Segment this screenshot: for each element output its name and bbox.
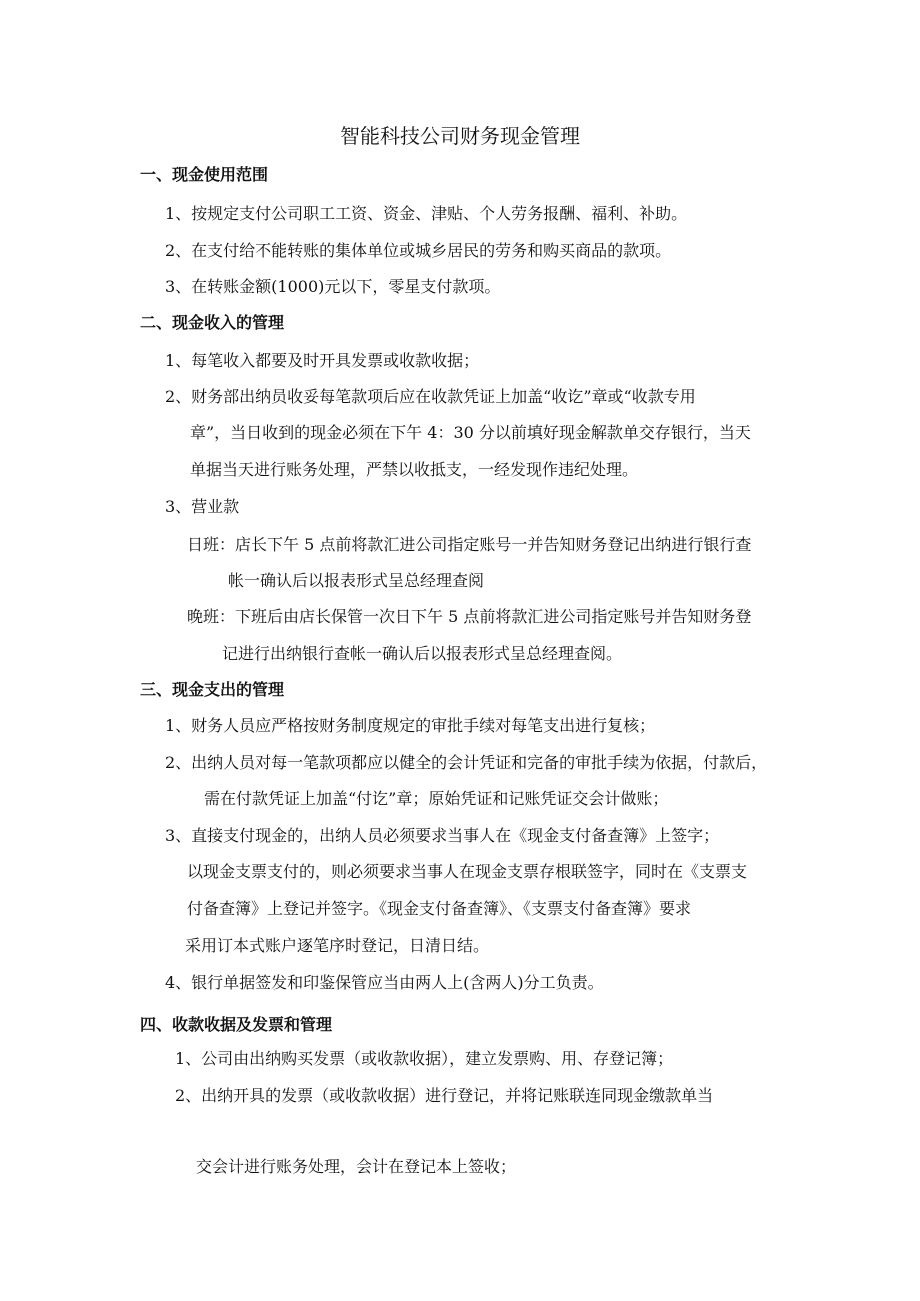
s4-item-2-line-2: 交会计进行账务处理，会计在登记本上签收； (196, 1157, 517, 1176)
s2-item-3: 3、营业款 (165, 497, 240, 516)
s3-item-2-line-2: 需在付款凭证上加盖“付讫”章；原始凭证和记账凭证交会计做账； (204, 789, 669, 808)
night-shift-line-1: 晚班：下班后由店长保管一次日下午 5 点前将款汇进公司指定账号并告知财务登 (187, 607, 752, 626)
s2-item-2-line-2: 章”，当日收到的现金必须在下午 4：30 分以前填好现金解款单交存银行，当天 (190, 423, 751, 442)
s3-item-3-line-2: 以现金支票支付的，则必须要求当事人在现金支票存根联签字，同时在《支票支 (187, 862, 748, 881)
s2-item-2-line-3: 单据当天进行账务处理，严禁以收抵支，一经发现作违纪处理。 (190, 460, 639, 479)
s3-item-3: 3、直接支付现金的，出纳人员必须要求当事人在《现金支付备查簿》上签字； (165, 826, 720, 845)
s4-item-1: 1、公司由出纳购买发票（或收款收据），建立发票购、用、存登记簿； (175, 1049, 674, 1068)
s3-item-3-line-3: 付备查簿》上登记并签字。《现金支付备查簿》、《支票支付备查簿》要求 (187, 899, 692, 918)
s3-item-1: 1、财务人员应严格按财务制度规定的审批手续对每笔支出进行复核； (165, 716, 656, 735)
section-1-heading: 一、现金使用范围 (140, 165, 269, 184)
page-title: 智能科技公司财务现金管理 (340, 124, 580, 148)
s3-item-2-line-1: 2、出纳人员对每一笔款项都应以健全的会计凭证和完备的审批手续为依据，付款后， (165, 753, 768, 772)
s3-item-3-line-4: 采用订本式账户逐笔序时登记，日清日结。 (185, 936, 490, 955)
s1-item-3: 3、在转账金额(1000)元以下，零星支付款项。 (165, 277, 501, 296)
s2-item-2-line-1: 2、财务部出纳员收妥每笔款项后应在收款凭证上加盖“收讫”章或“收款专用 (165, 387, 696, 406)
s1-item-2: 2、在支付给不能转账的集体单位或城乡居民的劳务和购买商品的款项。 (165, 241, 672, 260)
s1-item-1: 1、按规定支付公司职工工资、资金、津贴、个人劳务报酬、福利、补助。 (165, 204, 688, 223)
night-shift-line-2: 记进行出纳银行查帐一确认后以报表形式呈总经理查阅。 (222, 644, 623, 663)
section-3-heading: 三、现金支出的管理 (140, 680, 285, 699)
day-shift-line-1: 日班：店长下午 5 点前将款汇进公司指定账号一并告知财务登记出纳进行银行查 (187, 535, 752, 554)
s2-item-1: 1、每笔收入都要及时开具发票或收款收据； (165, 351, 480, 370)
s3-item-4: 4、银行单据签发和印鉴保管应当由两人上(含两人)分工负责。 (165, 973, 604, 992)
section-2-heading: 二、现金收入的管理 (140, 313, 285, 332)
section-4-heading: 四、收款收据及发票和管理 (140, 1015, 333, 1034)
day-shift-line-2: 帐一确认后以报表形式呈总经理查阅 (228, 571, 485, 590)
s4-item-2-line-1: 2、出纳开具的发票（或收款收据）进行登记，并将记账联连同现金缴款单当 (175, 1086, 714, 1105)
